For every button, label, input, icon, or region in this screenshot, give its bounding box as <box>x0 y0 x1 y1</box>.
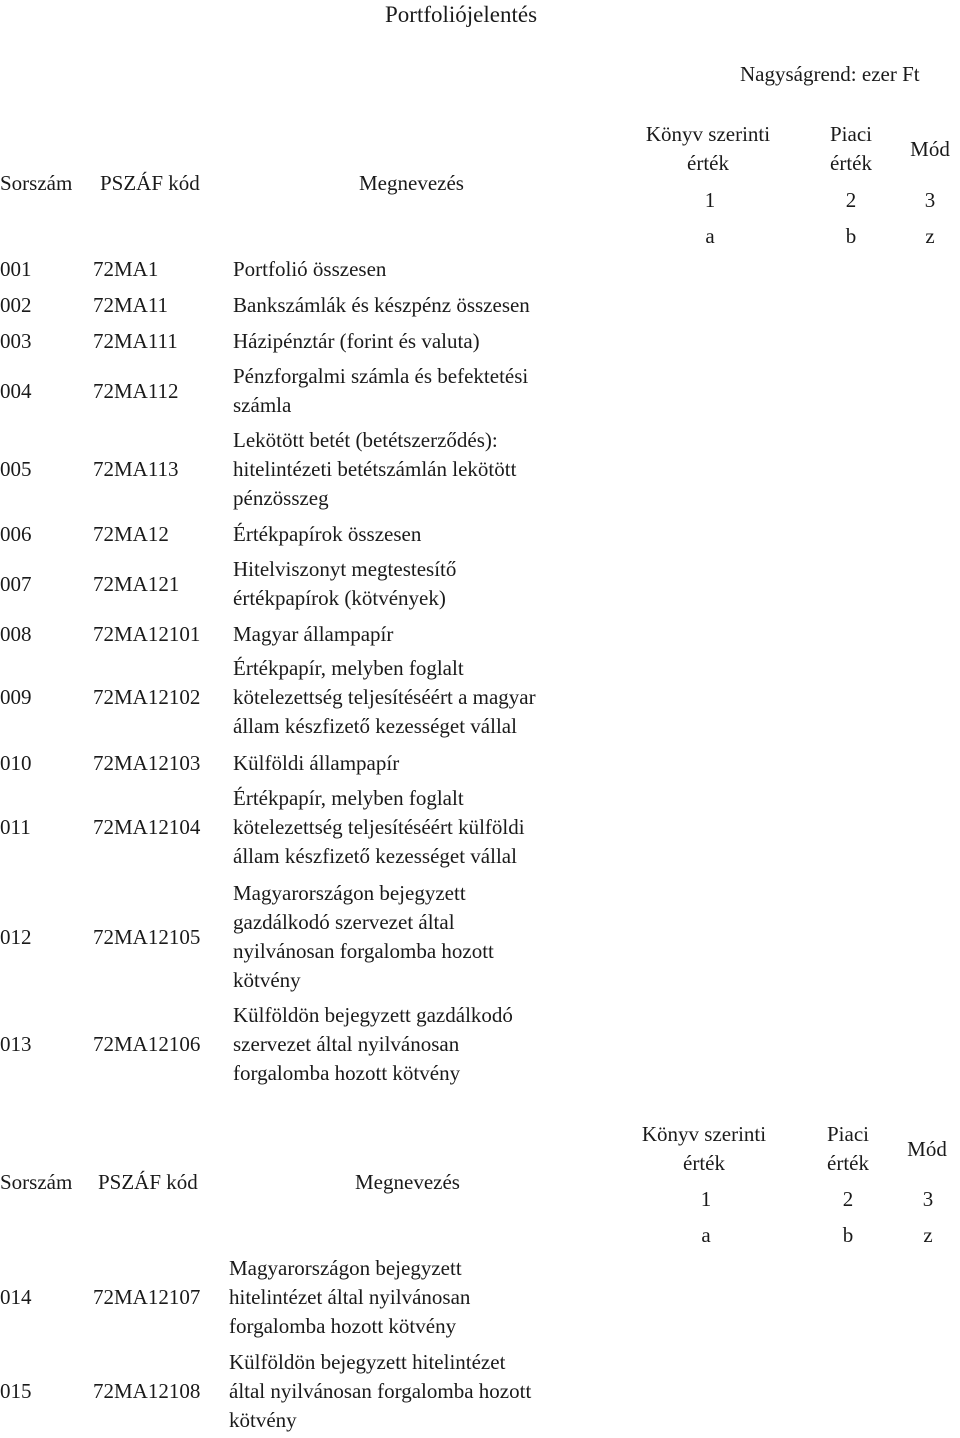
row-pszaf-kod: 72MA12102 <box>93 685 201 709</box>
row-pszaf-kod: 72MA12105 <box>93 924 201 949</box>
row-sorszam: 014 <box>0 1285 32 1309</box>
row-megnevezes-line: Külföldön bejegyzett hitelintézet <box>229 1350 506 1374</box>
row-sorszam: 012 <box>0 924 32 949</box>
row-megnevezes-line: hitelintézet által nyilvánosan <box>229 1285 471 1309</box>
row-megnevezes-line: Portfolió összesen <box>233 257 387 281</box>
row-megnevezes-line: nyilvánosan forgalomba hozott <box>233 939 494 963</box>
col-letter-b: b <box>845 224 857 248</box>
row-megnevezes-line: Bankszámlák és készpénz összesen <box>233 293 530 317</box>
row-megnevezes-line: forgalomba hozott kötvény <box>229 1314 457 1338</box>
header-piaci-line2: érték <box>827 1151 869 1175</box>
row-megnevezes-line: kötvény <box>233 968 301 992</box>
col-num-2: 2 <box>845 188 857 212</box>
row-megnevezes-line: állam készfizető kezességet vállal <box>233 844 517 868</box>
row-sorszam: 013 <box>0 1032 32 1056</box>
row-megnevezes-line: hitelintézeti betétszámlán lekötött <box>233 457 517 481</box>
col-letter-a: a <box>701 1223 711 1247</box>
page-title: Portfoliójelentés <box>385 2 538 27</box>
header-piaci-line1: Piaci <box>827 1122 869 1146</box>
col-letter-z: z <box>925 224 935 248</box>
row-megnevezes-line: értékpapírok (kötvények) <box>233 586 446 610</box>
row-sorszam: 001 <box>0 257 32 281</box>
header-konyv-line2: érték <box>687 151 729 175</box>
col-num-1: 1 <box>704 188 716 212</box>
header-pszaf-kod: PSZÁF kód <box>98 1170 198 1194</box>
col-letter-a: a <box>705 224 715 248</box>
row-megnevezes-line: Külföldi állampapír <box>233 751 400 775</box>
row-megnevezes-line: gazdálkodó szervezet által <box>233 910 455 934</box>
row-megnevezes-line: számla <box>233 393 292 417</box>
header-sorszam: Sorszám <box>0 1170 73 1194</box>
row-pszaf-kod: 72MA12101 <box>93 622 201 646</box>
header-konyv-line1: Könyv szerinti <box>641 1122 767 1146</box>
row-sorszam: 007 <box>0 571 32 596</box>
col-num-3: 3 <box>924 188 936 212</box>
header-konyv-szerinti-ertek <box>624 1120 784 1178</box>
row-megnevezes-line: Pénzforgalmi számla és befektetési <box>233 364 529 388</box>
row-megnevezes-line: kötelezettség teljesítéséért külföldi <box>233 815 525 839</box>
row-sorszam: 005 <box>0 457 32 481</box>
header-konyv-line1: Könyv szerinti <box>645 122 771 146</box>
row-megnevezes-line: Értékpapír, melyben foglalt <box>233 786 464 810</box>
row-pszaf-kod: 72MA111 <box>93 329 178 353</box>
row-sorszam: 009 <box>0 685 32 709</box>
row-sorszam: 004 <box>0 378 32 403</box>
row-pszaf-kod: 72MA12104 <box>93 815 201 839</box>
header-sorszam: Sorszám <box>0 171 73 195</box>
header-megnevezes: Megnevezés <box>355 1170 460 1194</box>
header-piaci-line1: Piaci <box>830 122 872 146</box>
row-pszaf-kod: 72MA121 <box>93 571 180 596</box>
col-letter-z: z <box>923 1223 933 1247</box>
row-megnevezes-line: Értékpapírok összesen <box>233 522 422 546</box>
header-mod: Mód <box>910 137 950 161</box>
row-megnevezes-line: Házipénztár (forint és valuta) <box>233 329 480 353</box>
row-sorszam: 006 <box>0 522 32 546</box>
row-megnevezes-line: Lekötött betét (betétszerződés): <box>233 428 498 452</box>
row-megnevezes-line: kötvény <box>229 1408 297 1432</box>
header-konyv-line2: érték <box>683 1151 725 1175</box>
col-num-3: 3 <box>922 1187 934 1211</box>
row-pszaf-kod: 72MA112 <box>93 378 179 403</box>
row-sorszam: 015 <box>0 1379 32 1403</box>
row-pszaf-kod: 72MA11 <box>93 293 169 317</box>
unit-label: Nagyságrend: ezer Ft <box>740 62 920 86</box>
header-mod: Mód <box>907 1137 947 1161</box>
header-pszaf-kod: PSZÁF kód <box>100 171 200 195</box>
row-sorszam: 008 <box>0 622 32 646</box>
col-num-2: 2 <box>842 1187 854 1211</box>
row-megnevezes-line: Magyar állampapír <box>233 622 394 646</box>
row-megnevezes-line: forgalomba hozott kötvény <box>233 1061 461 1085</box>
row-sorszam: 010 <box>0 751 32 775</box>
header-piaci-ertek <box>808 1120 888 1178</box>
row-megnevezes-line: állam készfizető kezességet vállal <box>233 714 517 738</box>
row-pszaf-kod: 72MA12 <box>93 522 169 546</box>
row-pszaf-kod: 72MA12106 <box>93 1032 201 1056</box>
row-megnevezes-line: által nyilvánosan forgalomba hozott <box>229 1379 532 1403</box>
row-sorszam: 003 <box>0 329 32 353</box>
row-megnevezes-line: kötelezettség teljesítéséért a magyar <box>233 685 536 709</box>
col-letter-b: b <box>842 1223 854 1247</box>
header-megnevezes: Megnevezés <box>359 171 464 195</box>
col-num-1: 1 <box>700 1187 712 1211</box>
row-megnevezes-line: Magyarországon bejegyzett <box>229 1256 462 1280</box>
row-pszaf-kod: 72MA12108 <box>93 1379 201 1403</box>
row-megnevezes-line: Magyarországon bejegyzett <box>233 881 466 905</box>
row-pszaf-kod: 72MA1 <box>93 257 159 281</box>
header-konyv-szerinti-ertek <box>628 120 788 178</box>
row-pszaf-kod: 72MA113 <box>93 457 179 481</box>
row-megnevezes-line: Hitelviszonyt megtestesítő <box>233 557 457 581</box>
row-pszaf-kod: 72MA12103 <box>93 751 201 775</box>
row-megnevezes-line: pénzösszeg <box>233 486 329 510</box>
row-megnevezes-line: szervezet által nyilvánosan <box>233 1032 460 1056</box>
row-megnevezes-line: Értékpapír, melyben foglalt <box>233 656 464 680</box>
row-sorszam: 002 <box>0 293 32 317</box>
row-megnevezes-line: Külföldön bejegyzett gazdálkodó <box>233 1003 513 1027</box>
header-piaci-ertek <box>811 120 891 178</box>
row-sorszam: 011 <box>0 815 31 839</box>
header-piaci-line2: érték <box>830 151 872 175</box>
row-pszaf-kod: 72MA12107 <box>93 1285 201 1309</box>
